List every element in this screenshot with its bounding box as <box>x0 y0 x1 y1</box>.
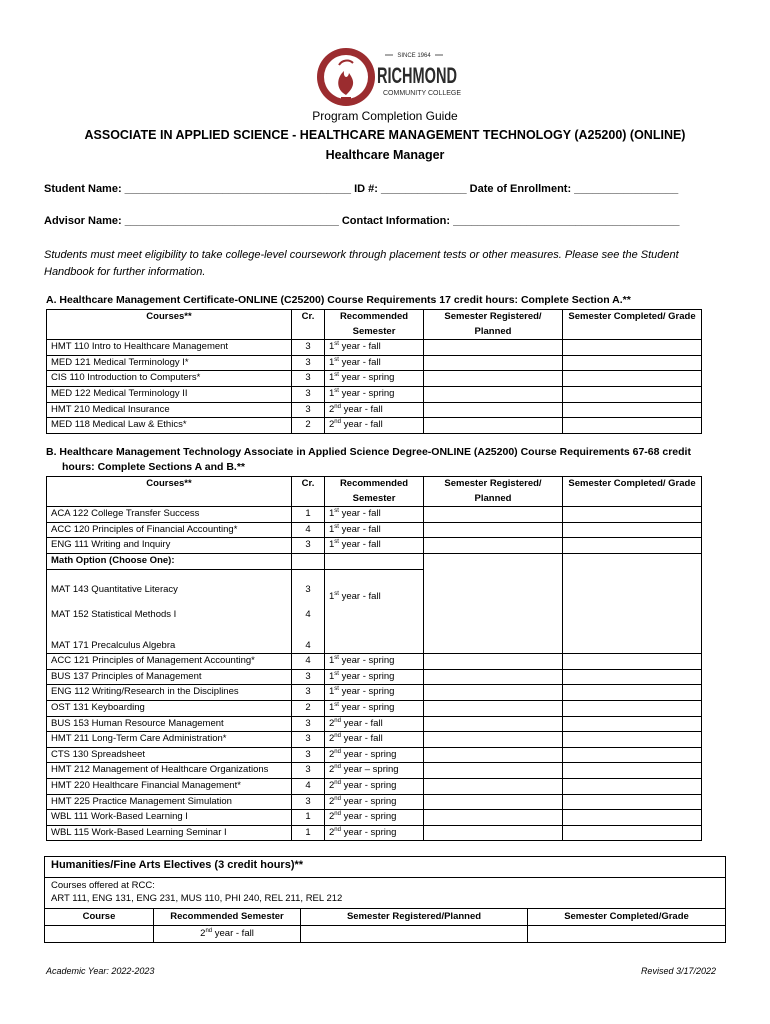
table-row-registered <box>424 747 563 763</box>
table-row <box>47 763 702 779</box>
section-a-table <box>46 309 702 434</box>
table-row-credits: 3 <box>292 340 325 356</box>
academic-year: Academic Year: 2022-2023 <box>46 966 155 976</box>
table-row-course: BUS 137 Principles of Management <box>47 669 292 685</box>
table-row-credits: 1 <box>292 810 325 826</box>
table-row-registered <box>424 825 563 841</box>
table-row-credits: 3 <box>292 763 325 779</box>
table-row-completed <box>563 669 702 685</box>
table-row-credits: 3 <box>292 732 325 748</box>
table-row <box>47 371 702 387</box>
table-row-course: HMT 110 Intro to Healthcare Management <box>47 340 292 356</box>
col-credits: Cr. <box>292 310 325 340</box>
table-row-credits: 4 <box>292 654 325 670</box>
table-row-semester: 1st year - fall <box>325 340 424 356</box>
table-row <box>47 355 702 371</box>
table-row-semester: 1st year - spring <box>325 386 424 402</box>
table-row-registered <box>424 522 563 538</box>
table-row-completed <box>563 794 702 810</box>
table-row <box>47 685 702 701</box>
table-row-course: CIS 110 Introduction to Computers* <box>47 371 292 387</box>
table-row-semester: 2nd year - fall <box>325 418 424 434</box>
program-subtitle: Healthcare Manager <box>325 148 445 162</box>
table-row-course: MAT 152 Statistical Methods I <box>47 598 292 626</box>
table-row-course: ACA 122 College Transfer Success <box>47 507 292 523</box>
table-row-course: MED 118 Medical Law & Ethics* <box>47 418 292 434</box>
table-row <box>47 747 702 763</box>
table-row-course: MAT 143 Quantitative Literacy <box>47 569 292 598</box>
table-row-course: MAT 171 Precalculus Algebra <box>47 626 292 654</box>
table-row-semester: 2nd year - spring <box>325 747 424 763</box>
table-row-course: WBL 115 Work-Based Learning Seminar I <box>47 825 292 841</box>
humanities-offered <box>45 878 725 909</box>
humanities-offered-label: Courses offered at RCC: <box>51 880 155 891</box>
col-recommended-semester: Recommended Semester <box>325 310 424 340</box>
table-row-credits: 3 <box>292 355 325 371</box>
table-row-credits: 3 <box>292 371 325 387</box>
table-row <box>47 402 702 418</box>
table-row-course: HMT 220 Healthcare Financial Management* <box>47 778 292 794</box>
table-row-completed <box>563 418 702 434</box>
table-row <box>47 778 702 794</box>
table-row-semester: 2nd year - spring <box>325 810 424 826</box>
table-row-semester: 2nd year - spring <box>325 778 424 794</box>
col-completed: Semester Completed/ Grade <box>563 477 702 507</box>
table-row-registered <box>424 732 563 748</box>
table-row-course: HMT 212 Management of Healthcare Organizations <box>47 763 292 779</box>
table-row-registered <box>424 700 563 716</box>
col-courses: Courses** <box>47 477 292 507</box>
table-row-completed <box>563 700 702 716</box>
revised-date: Revised 3/17/2022 <box>640 966 716 976</box>
logo-since: SINCE 1964 <box>397 53 431 59</box>
table-row-registered <box>424 654 563 670</box>
table-row-course: ENG 111 Writing and Inquiry <box>47 538 292 554</box>
humanities-columns <box>45 909 725 926</box>
table-row-course: BUS 153 Human Resource Management <box>47 716 292 732</box>
table-row-credits: 1 <box>292 507 325 523</box>
table-row-course: HMT 210 Medical Insurance <box>47 402 292 418</box>
richmond-community-college-logo <box>313 45 462 111</box>
table-row-registered <box>424 810 563 826</box>
table-row-completed <box>563 507 702 523</box>
table-row-semester: 1st year - spring <box>325 685 424 701</box>
table-row <box>47 794 702 810</box>
table-row-completed <box>563 355 702 371</box>
table-row-semester: 2nd year - fall <box>325 732 424 748</box>
table-row-credits: 3 <box>292 669 325 685</box>
table-row-completed <box>563 825 702 841</box>
table-row-registered <box>424 778 563 794</box>
table-row-semester: 2nd year - spring <box>325 794 424 810</box>
table-row <box>47 340 702 356</box>
table-row <box>47 418 702 434</box>
table-row-semester: 2nd year - spring <box>325 825 424 841</box>
table-row-course: MED 121 Medical Terminology I* <box>47 355 292 371</box>
guide-title: Program Completion Guide <box>312 109 458 123</box>
table-row <box>47 810 702 826</box>
table-row-completed <box>563 538 702 554</box>
col-registered: Semester Registered/Planned <box>301 909 528 925</box>
table-row-credits: 4 <box>292 778 325 794</box>
table-row-credits: 1 <box>292 825 325 841</box>
table-row-course: CTS 130 Spreadsheet <box>47 747 292 763</box>
table-row-registered <box>424 538 563 554</box>
eligibility-note: Students must meet eligibility to take college-level coursework through placement tests or other measures. Please see the Student Handbook for further information. <box>44 249 679 278</box>
table-row-semester: 1st year - spring <box>325 654 424 670</box>
table-row-registered <box>424 355 563 371</box>
table-row-registered <box>424 669 563 685</box>
advisor-info-line: Advisor Name: ___________________________________ Contact Information: _____________________________________ <box>44 215 680 227</box>
table-row <box>47 538 702 554</box>
col-recommended-semester: Recommended Semester <box>154 909 301 925</box>
math-option-label: Math Option (Choose One): <box>47 553 292 569</box>
math-semester: 1st year - fall <box>325 569 424 626</box>
table-row-semester: 1st year - fall <box>325 355 424 371</box>
humanities-semester: 2nd year - fall <box>154 926 301 942</box>
table-row-course: ACC 121 Principles of Management Accounting* <box>47 654 292 670</box>
col-registered: Semester Registered/ Planned <box>424 310 563 340</box>
table-row <box>47 386 702 402</box>
table-row-completed <box>563 340 702 356</box>
table-row-registered <box>424 386 563 402</box>
col-courses: Courses** <box>47 310 292 340</box>
table-row-completed <box>563 778 702 794</box>
col-credits: Cr. <box>292 477 325 507</box>
table-row <box>47 825 702 841</box>
logo-sub: COMMUNITY COLLEGE <box>383 90 462 97</box>
table-row-completed <box>563 402 702 418</box>
table-row-credits: 3 <box>292 685 325 701</box>
humanities-electives-box <box>44 856 726 943</box>
table-row-semester: 2nd year - fall <box>325 716 424 732</box>
table-row-completed <box>563 732 702 748</box>
table-row-semester: 1st year - fall <box>325 522 424 538</box>
table-row-completed <box>563 747 702 763</box>
table-row-semester: 2nd year – spring <box>325 763 424 779</box>
table-row-course: ENG 112 Writing/Research in the Disciplines <box>47 685 292 701</box>
col-recommended-semester: Recommended Semester <box>325 477 424 507</box>
section-b-heading: B. Healthcare Management Technology Associate in Applied Science Degree-ONLINE (A25200) Course Requirements 67-68 credit <box>46 446 691 458</box>
col-course: Course <box>45 909 154 925</box>
table-row-completed <box>563 371 702 387</box>
table-row-registered <box>424 716 563 732</box>
table-row-completed <box>563 685 702 701</box>
table-row-completed <box>563 716 702 732</box>
table-row-credits: 3 <box>292 747 325 763</box>
table-row-registered <box>424 340 563 356</box>
col-registered: Semester Registered/ Planned <box>424 477 563 507</box>
table-row-course: ACC 120 Principles of Financial Accounting* <box>47 522 292 538</box>
col-completed: Semester Completed/Grade <box>564 911 689 922</box>
humanities-heading: Humanities/Fine Arts Electives (3 credit hours)** <box>45 857 725 878</box>
table-row-credits: 2 <box>292 418 325 434</box>
table-row-course: OST 131 Keyboarding <box>47 700 292 716</box>
logo-name: RICHMOND <box>377 63 457 88</box>
table-row-registered <box>424 402 563 418</box>
table-row-course: WBL 111 Work-Based Learning I <box>47 810 292 826</box>
table-row-completed <box>563 386 702 402</box>
table-row <box>47 522 702 538</box>
humanities-course-list: ART 111, ENG 131, ENG 231, MUS 110, PHI 240, REL 211, REL 212 <box>51 893 343 904</box>
table-row <box>47 654 702 670</box>
table-row-semester: 1st year - spring <box>325 371 424 387</box>
table-row-credits: 3 <box>292 716 325 732</box>
table-row-semester: 1st year - spring <box>325 700 424 716</box>
table-row-registered <box>424 794 563 810</box>
table-row-course: HMT 225 Practice Management Simulation <box>47 794 292 810</box>
math-option-row <box>47 553 702 569</box>
table-row-credits: 4 <box>292 522 325 538</box>
section-a-heading: A. Healthcare Management Certificate-ONLINE (C25200) Course Requirements 17 credit hours: Complete Section A.** <box>46 294 631 306</box>
table-row-completed <box>563 763 702 779</box>
table-row <box>47 507 702 523</box>
table-row-registered <box>424 507 563 523</box>
table-row <box>47 669 702 685</box>
table-row-completed <box>563 654 702 670</box>
student-info-line: Student Name: _____________________________________ ID #: ______________ Date of Enrollment: _________________ <box>44 183 679 195</box>
table-row-credits: 3 <box>292 402 325 418</box>
table-row-credits: 3 <box>292 794 325 810</box>
table-row <box>47 716 702 732</box>
table-row-credits: 2 <box>292 700 325 716</box>
table-row-semester: 1st year - fall <box>325 538 424 554</box>
table-row-credits: 3 <box>292 538 325 554</box>
table-row-registered <box>424 371 563 387</box>
table-row-registered <box>424 418 563 434</box>
table-row-credits: 3 <box>292 569 325 598</box>
table-row-completed <box>563 522 702 538</box>
table-row-semester: 1st year - spring <box>325 669 424 685</box>
section-b-table <box>46 476 702 841</box>
table-row-semester: 2nd year - fall <box>325 402 424 418</box>
table-row <box>47 732 702 748</box>
table-row-completed <box>563 810 702 826</box>
table-row-credits: 4 <box>292 626 325 654</box>
table-row-semester: 1st year - fall <box>325 507 424 523</box>
section-b-heading-cont: hours: Complete Sections A and B.** <box>62 461 245 473</box>
table-row <box>47 700 702 716</box>
table-row-course: HMT 211 Long-Term Care Administration* <box>47 732 292 748</box>
table-row-registered <box>424 685 563 701</box>
program-title: ASSOCIATE IN APPLIED SCIENCE - HEALTHCARE MANAGEMENT TECHNOLOGY (A25200) (ONLINE) <box>84 128 686 142</box>
table-row-credits: 3 <box>292 386 325 402</box>
humanities-row <box>45 926 725 942</box>
col-completed: Semester Completed/ Grade <box>563 310 702 340</box>
table-row-credits: 4 <box>292 598 325 626</box>
table-row-course: MED 122 Medical Terminology II <box>47 386 292 402</box>
table-row-registered <box>424 763 563 779</box>
